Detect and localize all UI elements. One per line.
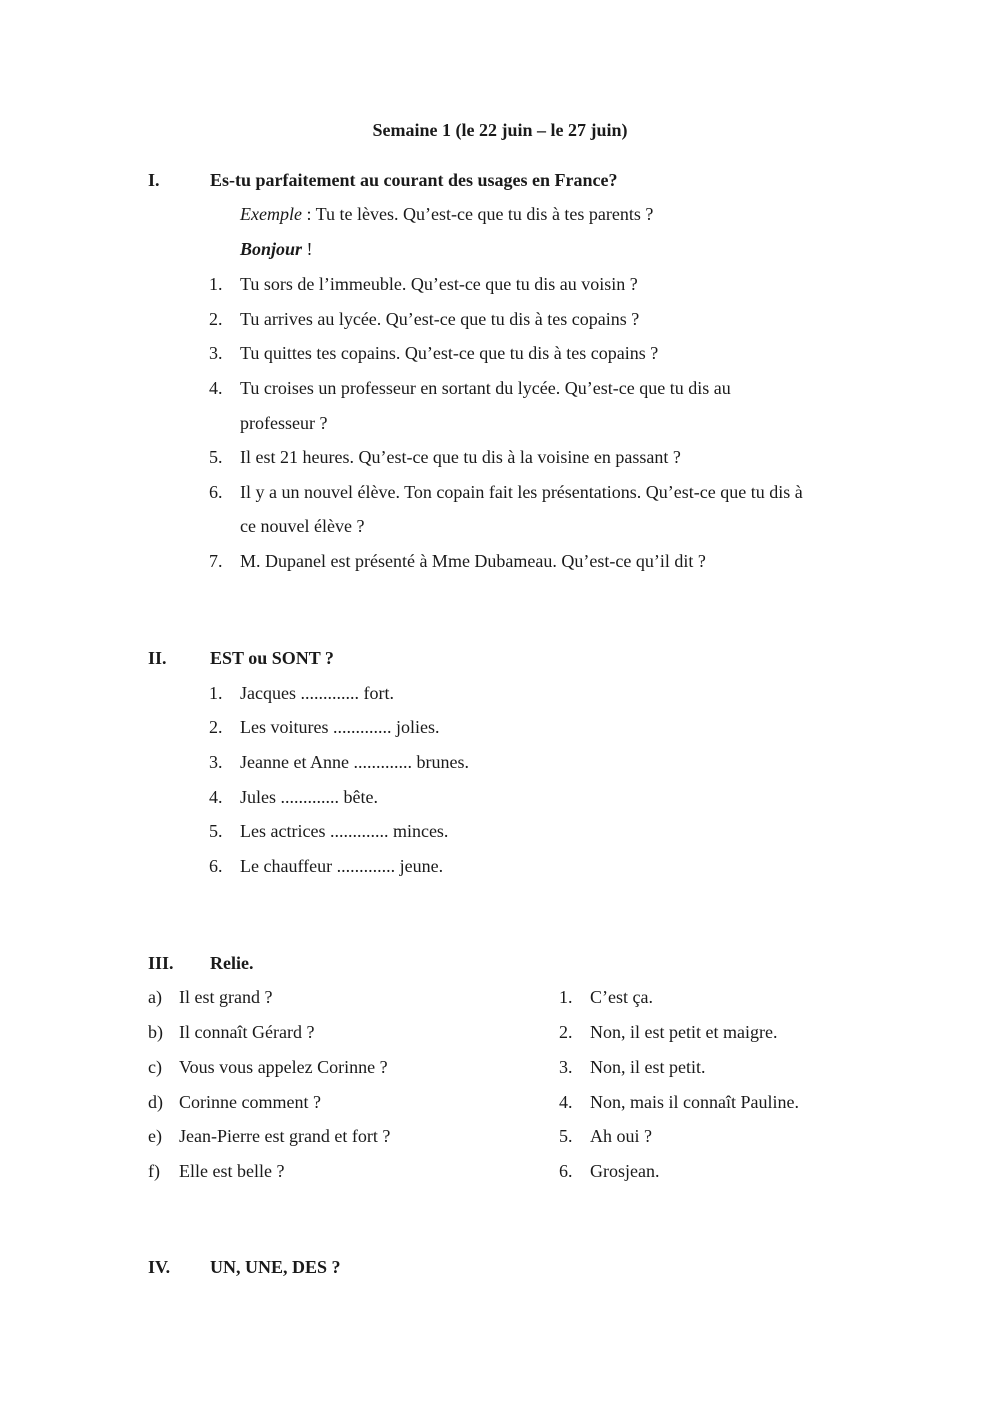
fill-blank-item: Les actrices ............. minces.	[240, 821, 449, 841]
match-left-text: Il est grand ?	[179, 987, 273, 1007]
list-item-number: 6.	[209, 482, 223, 502]
list-item-number: 6.	[209, 856, 223, 876]
match-right-key: 5.	[559, 1126, 573, 1146]
match-left-text: Vous vous appelez Corinne ?	[179, 1057, 388, 1077]
match-left-key: b)	[148, 1022, 163, 1042]
section-1-numeral: I.	[148, 170, 160, 190]
list-item-number: 5.	[209, 821, 223, 841]
fill-blank-item: Jules ............. bête.	[240, 787, 378, 807]
section-2-numeral: II.	[148, 648, 167, 668]
match-left-text: Corinne comment ?	[179, 1092, 321, 1112]
example-answer-punct: !	[302, 239, 313, 259]
list-item-text-continued: ce nouvel élève ?	[240, 516, 365, 536]
match-right-text: Non, il est petit et maigre.	[590, 1022, 778, 1042]
example-label: Exemple	[240, 204, 302, 224]
fill-blank-item: Jacques ............. fort.	[240, 683, 394, 703]
list-item-text: Il est 21 heures. Qu’est-ce que tu dis à la voisine en passant ?	[240, 447, 681, 467]
match-right-text: C’est ça.	[590, 987, 653, 1007]
section-4-numeral: IV.	[148, 1257, 171, 1277]
section-3-heading: Relie.	[210, 953, 254, 973]
list-item-number: 5.	[209, 447, 223, 467]
match-left-key: e)	[148, 1126, 162, 1146]
list-item-text: Tu quittes tes copains. Qu’est-ce que tu dis à tes copains ?	[240, 343, 659, 363]
section-2-heading: EST ou SONT ?	[210, 648, 334, 668]
list-item-number: 2.	[209, 717, 223, 737]
section-1-heading: Es-tu parfaitement au courant des usages en France?	[210, 170, 618, 190]
match-right-text: Grosjean.	[590, 1161, 660, 1181]
list-item-number: 4.	[209, 378, 223, 398]
match-left-text: Jean-Pierre est grand et fort ?	[179, 1126, 391, 1146]
match-right-key: 4.	[559, 1092, 573, 1112]
match-left-text: Il connaît Gérard ?	[179, 1022, 315, 1042]
list-item-number: 7.	[209, 551, 223, 571]
list-item-text: M. Dupanel est présenté à Mme Dubameau. Qu’est-ce qu’il dit ?	[240, 551, 706, 571]
list-item-number: 3.	[209, 752, 223, 772]
list-item-text-continued: professeur ?	[240, 413, 328, 433]
match-right-text: Non, mais il connaît Pauline.	[590, 1092, 799, 1112]
section-4-heading: UN, UNE, DES ?	[210, 1257, 341, 1277]
example-line	[240, 205, 653, 223]
match-left-text: Elle est belle ?	[179, 1161, 285, 1181]
example-answer	[240, 240, 313, 258]
list-item-number: 2.	[209, 309, 223, 329]
match-right-key: 2.	[559, 1022, 573, 1042]
fill-blank-item: Jeanne et Anne ............. brunes.	[240, 752, 469, 772]
fill-blank-item: Le chauffeur ............. jeune.	[240, 856, 444, 876]
example-answer-word: Bonjour	[240, 239, 303, 259]
list-item-number: 1.	[209, 683, 223, 703]
list-item-text: Tu arrives au lycée. Qu’est-ce que tu dis à tes copains ?	[240, 309, 640, 329]
list-item-number: 4.	[209, 787, 223, 807]
match-right-key: 1.	[559, 987, 573, 1007]
fill-blank-item: Les voitures ............. jolies.	[240, 717, 440, 737]
list-item-number: 3.	[209, 343, 223, 363]
match-right-text: Ah oui ?	[590, 1126, 652, 1146]
section-3-numeral: III.	[148, 953, 174, 973]
example-text: : Tu te lèves. Qu’est-ce que tu dis à tes parents ?	[301, 204, 654, 224]
match-left-key: c)	[148, 1057, 162, 1077]
match-right-text: Non, il est petit.	[590, 1057, 706, 1077]
match-right-key: 3.	[559, 1057, 573, 1077]
list-item-text: Il y a un nouvel élève. Ton copain fait les présentations. Qu’est-ce que tu dis à	[240, 482, 803, 502]
match-right-key: 6.	[559, 1161, 573, 1181]
match-left-key: f)	[148, 1161, 160, 1181]
match-left-key: d)	[148, 1092, 163, 1112]
page-title: Semaine 1 (le 22 juin – le 27 juin)	[372, 120, 628, 140]
list-item-number: 1.	[209, 274, 223, 294]
match-left-key: a)	[148, 987, 162, 1007]
list-item-text: Tu croises un professeur en sortant du lycée. Qu’est-ce que tu dis au	[240, 378, 731, 398]
list-item-text: Tu sors de l’immeuble. Qu’est-ce que tu dis au voisin ?	[240, 274, 638, 294]
